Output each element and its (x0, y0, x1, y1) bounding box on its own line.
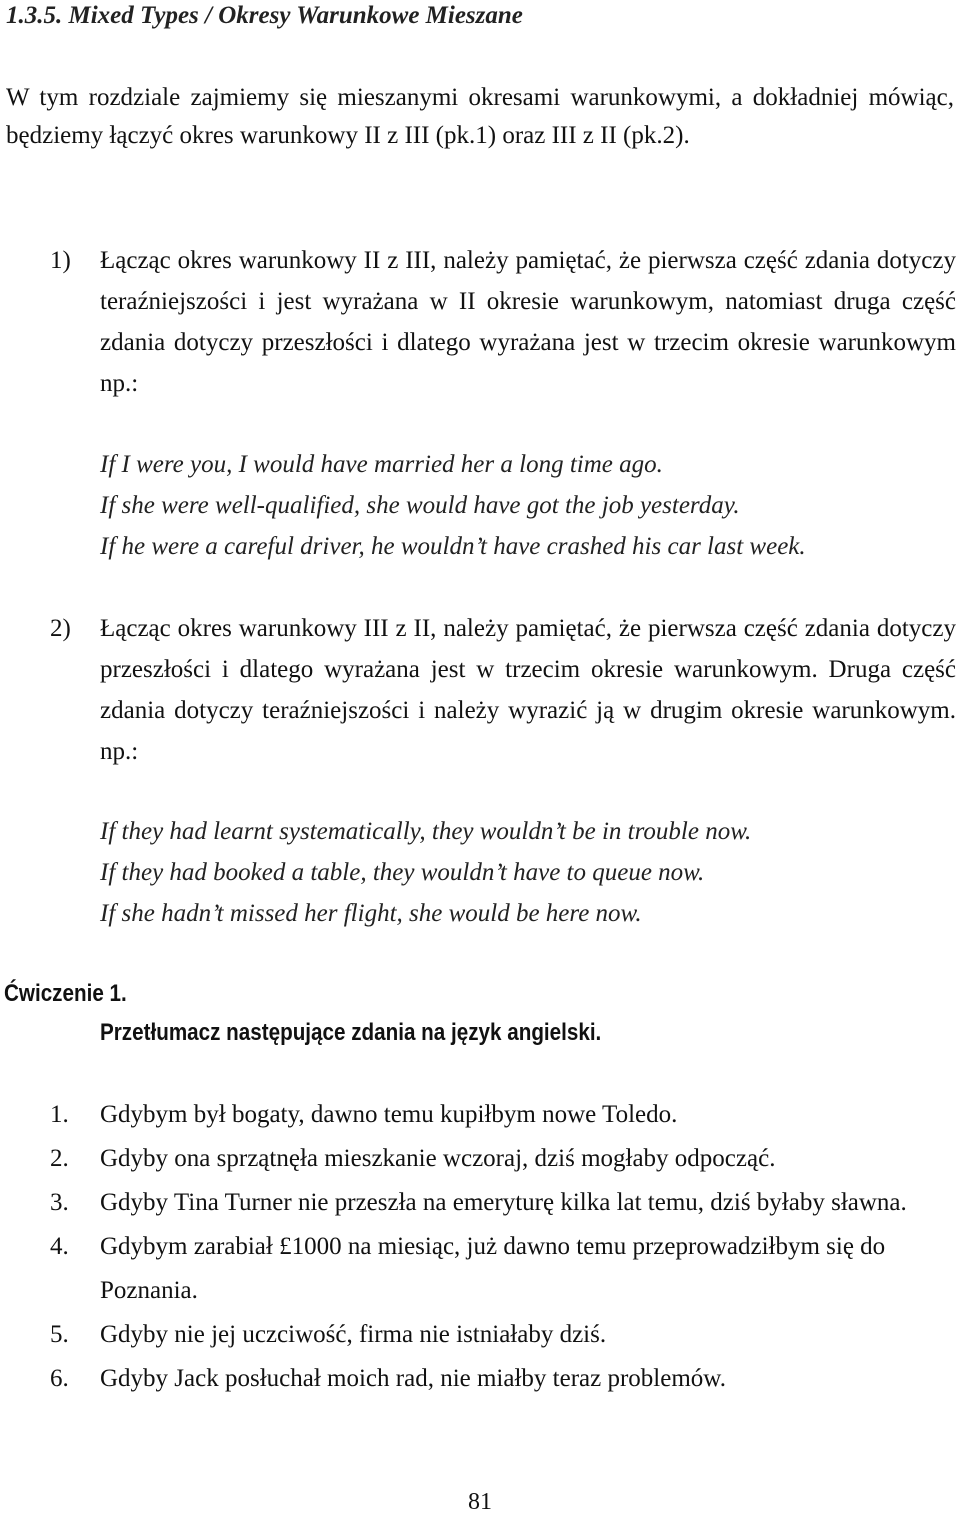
example-sentence: If she were well-qualified, she would have got the job yesterday. (100, 492, 740, 519)
rule-1 (50, 240, 956, 404)
exercise-item-text: Gdybym był bogaty, dawno temu kupiłbym nowe Toledo. (100, 1101, 678, 1128)
example-sentence: If he were a careful driver, he wouldn’t have crashed his car last week. (100, 533, 806, 560)
example-sentence: If they had booked a table, they wouldn’t have to queue now. (100, 859, 705, 886)
exercise-heading: Ćwiczenie 1. (4, 980, 127, 1007)
rule-text: Łącząc okres warunkowy II z III, należy pamiętać, że pierwsza część zdania dotyczy teraźniejszości i jest wyrażana w II okresie warunkowym, natomiast druga część zdania dotyczy przeszłości i dlatego wyrażana jest w trzecim okresie warunkowym np.: (100, 247, 956, 397)
example-sentence: If I were you, I would have married her a long time ago. (100, 451, 663, 478)
examples-2 (100, 811, 960, 934)
exercise-item (50, 1093, 930, 1137)
exercise-item-text: Gdyby ona sprzątnęła mieszkanie wczoraj, dziś mogłaby odpocząć. (100, 1145, 776, 1172)
example-sentence: If they had learnt systematically, they wouldn’t be in trouble now. (100, 818, 752, 845)
exercise-item-number: 2. (50, 1145, 69, 1172)
exercise-list (50, 1093, 930, 1401)
example-sentence: If she hadn’t missed her flight, she would be here now. (100, 900, 642, 927)
exercise-item (50, 1137, 930, 1181)
rule-number: 1) (50, 247, 71, 274)
exercise-item-number: 1. (50, 1101, 69, 1128)
page-number: 81 (468, 1489, 492, 1515)
exercise-item-number: 5. (50, 1321, 69, 1348)
examples-1 (100, 444, 960, 567)
rule-2 (50, 608, 956, 772)
exercise-item (50, 1181, 930, 1225)
exercise-item (50, 1313, 930, 1357)
intro-paragraph: W tym rozdziale zajmiemy się mieszanymi okresami warunkowymi, a dokładniej mówiąc, będziemy łączyć okres warunkowy II z III (pk.1) oraz III z II (pk.2). (6, 84, 954, 149)
exercise-item (50, 1225, 930, 1313)
exercise-item-number: 3. (50, 1189, 69, 1216)
section-title: 1.3.5. Mixed Types / Okresy Warunkowe Mieszane (6, 2, 523, 29)
exercise-item-number: 6. (50, 1365, 69, 1392)
exercise-item-text: Gdybym zarabiał £1000 na miesiąc, już dawno temu przeprowadziłbym się do Poznania. (100, 1233, 886, 1304)
exercise-item-number: 4. (50, 1233, 69, 1260)
exercise-instruction: Przetłumacz następujące zdania na język angielski. (100, 1019, 602, 1046)
exercise-item-text: Gdyby nie jej uczciwość, firma nie istniałaby dziś. (100, 1321, 607, 1348)
rule-number: 2) (50, 615, 71, 642)
exercise-item-text: Gdyby Tina Turner nie przeszła na emeryturę kilka lat temu, dziś byłaby sławna. (100, 1189, 907, 1216)
exercise-item-text: Gdyby Jack posłuchał moich rad, nie miałby teraz problemów. (100, 1365, 726, 1392)
rule-text: Łącząc okres warunkowy III z II, należy pamiętać, że pierwsza część zdania dotyczy przeszłości i dlatego wyrażana jest w trzecim okresie warunkowym. Druga część zdania dotyczy teraźniejszości i należy wyrazić ją w drugim okresie warunkowym. np.: (100, 615, 956, 765)
exercise-item (50, 1357, 930, 1401)
